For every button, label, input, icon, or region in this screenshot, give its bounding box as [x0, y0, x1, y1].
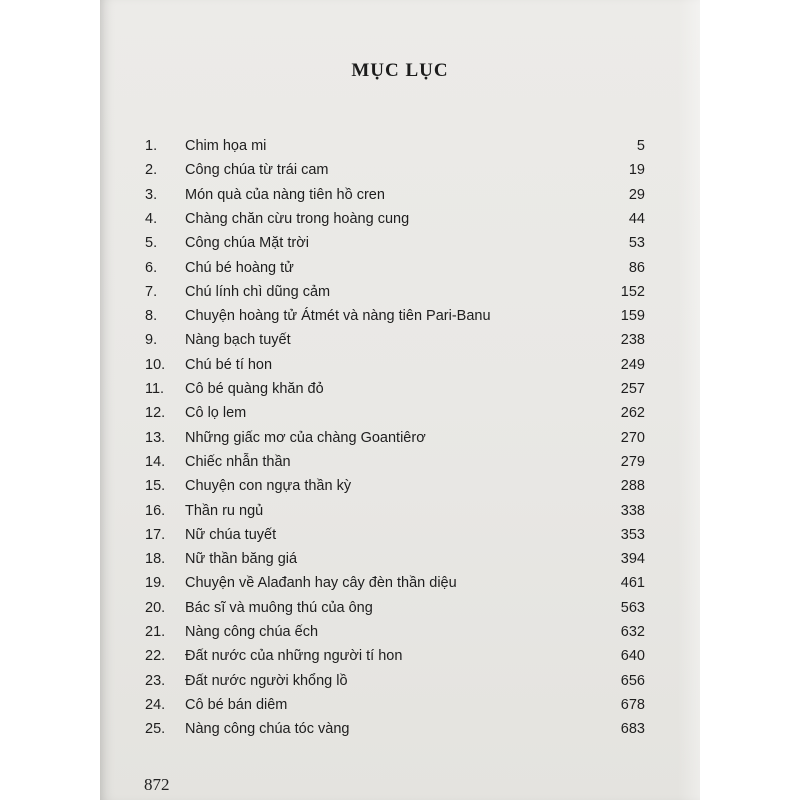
entry-number: 11. [145, 381, 165, 397]
toc-entry [145, 162, 645, 186]
entry-title: Cô lọ lem [185, 405, 247, 422]
toc-entry [145, 503, 645, 527]
entry-title: Cô bé bán diêm [185, 696, 288, 713]
toc-entry [145, 673, 645, 697]
entry-page: 632 [620, 624, 645, 640]
entry-number: 9. [145, 332, 158, 349]
toc-entry [145, 454, 645, 478]
entry-title: Cô bé quàng khăn đỏ [185, 381, 324, 397]
entry-number: 4. [145, 210, 158, 227]
entry-number: 10. [145, 356, 166, 373]
entry-number: 24. [145, 696, 166, 713]
entry-title: Công chúa từ trái cam [185, 162, 329, 179]
entry-page: 249 [620, 356, 645, 373]
toc-entry [145, 527, 645, 551]
book-page [100, 0, 700, 800]
entry-page: 159 [620, 308, 645, 325]
entry-page: 5 [636, 138, 645, 154]
entry-number: 1. [145, 138, 158, 154]
entry-title: Chiếc nhẫn thần [185, 453, 291, 470]
toc-entry [145, 624, 645, 648]
toc-entry [145, 187, 645, 211]
entry-title: Chàng chăn cừu trong hoàng cung [185, 210, 410, 227]
entry-title: Chuyện con ngựa thần kỳ [185, 478, 352, 495]
page-number: 872 [144, 775, 170, 794]
entry-number: 25. [145, 721, 166, 738]
entry-number: 8. [145, 308, 158, 325]
entry-page: 270 [620, 429, 645, 446]
entry-number: 15. [145, 478, 166, 495]
entry-title: Chuyện về Alađanh hay cây đèn thần diệu [185, 575, 457, 592]
entry-number: 5. [145, 235, 158, 252]
entry-page: 86 [628, 259, 645, 276]
entry-number: 19. [145, 575, 166, 592]
toc-entry [145, 697, 645, 721]
entry-page: 44 [628, 210, 645, 227]
entry-page: 279 [620, 453, 645, 470]
entry-number: 6. [145, 259, 158, 276]
entry-page: 563 [620, 599, 645, 616]
entry-title: Công chúa Mặt trời [185, 235, 309, 252]
toc-entry [145, 575, 645, 599]
page-title: MỤC LỤC [351, 60, 449, 81]
toc-entry [145, 138, 645, 162]
toc-entry [145, 478, 645, 502]
toc-entry [145, 284, 645, 308]
entry-title: Món quà của nàng tiên hồ cren [185, 186, 385, 203]
entry-number: 22. [145, 648, 166, 665]
entry-title: Những giấc mơ của chàng Goantiêrơ [185, 429, 426, 446]
entry-title: Chuyện hoàng tử Átmét và nàng tiên Pari-Banu [185, 308, 491, 325]
entry-page: 53 [628, 235, 645, 252]
entry-title: Nữ chúa tuyết [185, 526, 277, 543]
toc-entry [145, 430, 645, 454]
entry-number: 16. [145, 502, 166, 519]
entry-number: 21. [145, 624, 166, 640]
entry-page: 257 [620, 381, 645, 397]
entry-title: Nàng bạch tuyết [185, 332, 291, 349]
toc-entry [145, 260, 645, 284]
entry-page: 656 [620, 672, 645, 689]
toc-entry [145, 308, 645, 332]
entry-title: Nàng công chúa ếch [185, 624, 319, 640]
entry-title: Chú bé tí hon [185, 356, 273, 373]
entry-page: 678 [620, 696, 645, 713]
entry-page: 353 [620, 526, 645, 543]
entry-title: Nàng công chúa tóc vàng [185, 721, 350, 738]
entry-page: 262 [620, 405, 645, 422]
entry-page: 640 [620, 648, 645, 665]
entry-number: 13. [145, 429, 166, 446]
toc-entry [145, 381, 645, 405]
entry-number: 3. [145, 186, 158, 203]
entry-page: 394 [620, 551, 645, 568]
entry-number: 12. [145, 405, 166, 422]
toc-entry [145, 357, 645, 381]
entry-title: Thần ru ngủ [185, 502, 264, 519]
toc-entry [145, 600, 645, 624]
entry-number: 14. [145, 453, 166, 470]
toc-entry [145, 648, 645, 672]
toc-entry [145, 551, 645, 575]
entry-number: 17. [145, 526, 166, 543]
toc-entry [145, 235, 645, 259]
toc-entry [145, 211, 645, 235]
entry-number: 20. [145, 599, 166, 616]
entry-number: 23. [145, 672, 166, 689]
entry-page: 238 [620, 332, 645, 349]
entry-title: Đất nước của những người tí hon [185, 648, 403, 665]
entry-title: Chú lính chì dũng cảm [185, 283, 331, 300]
entry-title: Chú bé hoàng tử [185, 259, 294, 276]
entry-page: 152 [620, 283, 645, 300]
entry-number: 2. [145, 162, 158, 179]
entry-title: Chim họa mi [185, 138, 267, 154]
entry-page: 683 [620, 721, 645, 738]
entry-page: 288 [620, 478, 645, 495]
entry-number: 18. [145, 551, 166, 568]
entry-title: Nữ thần băng giá [185, 551, 298, 568]
toc-entry [145, 405, 645, 429]
toc-entry [145, 721, 645, 745]
entry-page: 461 [620, 575, 645, 592]
toc-entry [145, 332, 645, 356]
entry-page: 19 [628, 162, 645, 179]
entry-title: Bác sĩ và muông thú của ông [185, 599, 373, 616]
entry-page: 29 [628, 186, 645, 203]
entry-number: 7. [145, 283, 158, 300]
entry-title: Đất nước người khổng lồ [185, 672, 348, 689]
entry-page: 338 [620, 502, 645, 519]
